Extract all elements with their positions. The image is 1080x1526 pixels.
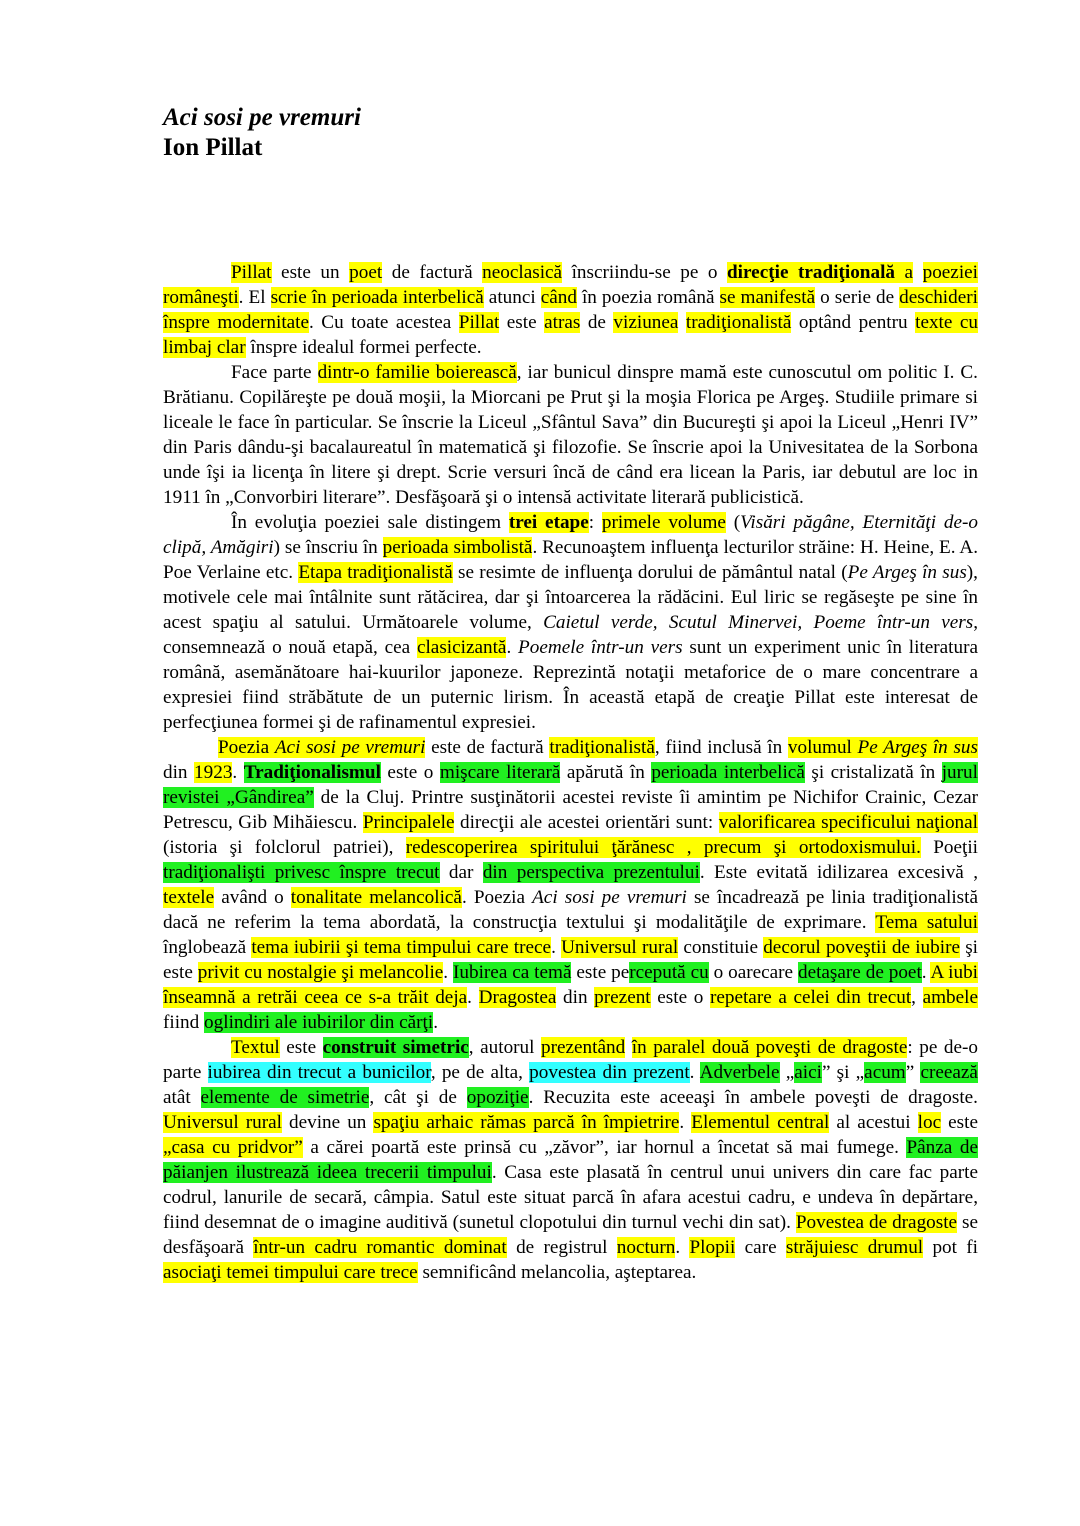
highlighted-text: prezent xyxy=(594,987,651,1008)
highlighted-text: atras xyxy=(544,312,581,333)
highlighted-text: Universul rural xyxy=(561,937,679,958)
text-run: . Cu toate acestea xyxy=(309,312,459,333)
text-run: . xyxy=(689,1062,700,1083)
text-run: apărută în xyxy=(560,762,652,783)
text-run: a cărei poartă este prinsă cu „zăvor”, iar hornul a încetat să mai fumege. xyxy=(302,1137,907,1158)
highlighted-text: Adverbele xyxy=(699,1062,780,1083)
highlighted-text: volumul xyxy=(787,737,858,758)
highlighted-text: Tema satului xyxy=(875,912,978,933)
text-run: este o xyxy=(650,987,710,1008)
highlighted-text: textele xyxy=(163,887,215,908)
highlighted-text: Poezia xyxy=(218,737,275,758)
text-run: . Poezia xyxy=(461,887,533,908)
text-run: o serie de xyxy=(815,287,900,308)
highlighted-text: tonalitate melancolică xyxy=(290,887,462,908)
text-run xyxy=(678,312,685,333)
text-run: înspre idealul formei perfecte. xyxy=(245,337,482,358)
highlighted-text: opoziţie xyxy=(466,1087,529,1108)
text-run: . xyxy=(443,962,453,983)
text-run: direcţii ale acestei orientări sunt: xyxy=(454,812,719,833)
text-run: de factură xyxy=(382,262,483,283)
text-run: având o xyxy=(214,887,291,908)
text-run: ) se înscriu în xyxy=(273,537,383,558)
highlighted-text: perioada interbelică xyxy=(651,762,805,783)
text-run: constituie xyxy=(678,937,764,958)
text-run: este o xyxy=(380,762,440,783)
highlighted-text: scrie în perioada interbelică xyxy=(270,287,484,308)
text-run: . Recuzita este aceeaşi în ambele poveşti de dragoste. xyxy=(528,1087,978,1108)
text-run: , xyxy=(911,987,923,1008)
text-run: , autorul xyxy=(468,1037,542,1058)
text-run: atunci xyxy=(483,287,541,308)
text-run: (istoria şi folclorul patriei), xyxy=(163,837,406,858)
text-run: . Recunoaştem influenţa lecturilor străine: H. Heine, E. A. Poe Verlaine etc. xyxy=(163,537,978,583)
text-run: . xyxy=(506,637,519,658)
highlighted-text: oglindiri ale iubirilor din cărţi xyxy=(204,1012,434,1033)
highlighted-text: tradiţionalistă xyxy=(549,737,655,758)
text-run: . xyxy=(232,762,244,783)
text-run: : xyxy=(588,512,602,533)
paragraph xyxy=(163,1035,978,1285)
text-run: pot fi xyxy=(923,1237,978,1258)
highlighted-text: Pillat xyxy=(231,262,272,283)
highlighted-text: direcţie tradiţională xyxy=(727,262,895,283)
text-run: atât xyxy=(163,1087,201,1108)
text-run: sunt un experiment unic în literatura română, asemănătoare hai-kuurilor japoneze. Reprezintă notaţii metaforice de o mare concentrare a expresiei fiind străbătute de un puternic lirism. În această etapă de creaţie Pillat este interesat de perfecţiunea formei şi de rafinamentul expresiei. xyxy=(163,637,979,733)
text-run: se resimte de influenţa dorului de pământul natal ( xyxy=(452,562,848,583)
highlighted-text: rcepută cu xyxy=(629,962,709,983)
highlighted-text: Iubirea ca temă xyxy=(453,962,572,983)
text-run: este un xyxy=(271,262,350,283)
text-run: ), motivele cele mai întâlnite sunt rătăcirea, dar şi întoarcerea la rădăcini. Eul liric se regăseşte pe sine în acest spaţiu al satului. Următoarele volume, xyxy=(163,562,978,633)
highlighted-text: primele volume xyxy=(601,512,726,533)
highlighted-text: spaţiu arhaic rămas parcă în împietrire xyxy=(373,1112,680,1133)
highlighted-text: poeziei româneşti xyxy=(163,262,978,308)
highlighted-text: în paralel două poveşti de dragoste xyxy=(631,1037,908,1058)
text-run: . xyxy=(679,1112,692,1133)
highlighted-text: privit cu nostalgie şi melancolie xyxy=(197,962,444,983)
text-run: de xyxy=(580,312,614,333)
highlighted-text: perioada simbolistă xyxy=(382,537,533,558)
text-run: în poezia română xyxy=(576,287,720,308)
text-run: . xyxy=(433,1012,438,1033)
text-run: al acestui xyxy=(829,1112,918,1133)
text-run: Visări păgâne, Eternităţi de-o clipă, Amăgiri xyxy=(163,512,978,558)
highlighted-text: aici xyxy=(794,1062,822,1083)
text-run: este pe xyxy=(571,962,630,983)
highlighted-text: deschideri înspre modernitate xyxy=(163,287,978,333)
highlighted-text: dintr-o familie boierească xyxy=(317,362,517,383)
poem-title: Aci sosi pe vremuri xyxy=(163,104,361,131)
highlighted-text: jurul revistei „Gândirea” xyxy=(163,762,978,808)
text-run: din xyxy=(163,762,195,783)
highlighted-text: texte cu limbaj clar xyxy=(163,312,978,358)
highlighted-text: Principalele xyxy=(362,812,455,833)
highlighted-text: a xyxy=(895,262,914,283)
text-run: , iar bunicul dinspre mamă este cunoscutul om politic I. C. Brătianu. Copilăreşte pe două moşii, la Miorcani pe Prut şi la moşia Florica pe Argeş. Studiile primare si liceale le face în particular. Se înscrie la Liceul „Sfântul Sava” din Bucureşti şi apoi la Liceul „Henri IV” din Paris dându-şi bacalaureatul în matematică şi filozofie. Se înscrie apoi la Univesitatea de la Sorbona unde îşi ia licenţa în litere şi drept. Scrie versuri încă de când era licean la Paris, iar debutul are loc in 1911 în „Convorbiri literare”. Desfăşoară şi o intensă activitate literară publicistică. xyxy=(163,362,978,508)
text-run: şi cristalizată în xyxy=(804,762,942,783)
paragraph xyxy=(163,260,978,360)
text-run: . xyxy=(675,1237,690,1258)
text-run: . El xyxy=(238,287,271,308)
highlighted-text: Plopii xyxy=(689,1237,736,1258)
paragraph xyxy=(163,360,978,510)
text-run: este de factură xyxy=(425,737,550,758)
text-run: fiind xyxy=(163,1012,205,1033)
text-run: . xyxy=(921,962,931,983)
text-run: , cât şi de xyxy=(369,1087,467,1108)
text-run xyxy=(625,1037,632,1058)
author-name: Ion Pillat xyxy=(163,134,263,161)
highlighted-text: neoclasică xyxy=(482,262,563,283)
highlighted-text: prezentând xyxy=(541,1037,626,1058)
text-run xyxy=(913,262,923,283)
text-run: devine un xyxy=(281,1112,374,1133)
text-run: „ xyxy=(779,1062,795,1083)
highlighted-text: construit simetric xyxy=(322,1037,469,1058)
highlighted-text: „casa cu pridvor” xyxy=(163,1137,303,1158)
text-run: este xyxy=(941,1112,978,1133)
text-run: . xyxy=(467,987,479,1008)
text-run: Aci sosi pe vremuri xyxy=(532,887,687,908)
highlighted-text: creează xyxy=(920,1062,978,1083)
highlighted-text: Povestea de dragoste xyxy=(795,1212,958,1233)
essay-body xyxy=(163,260,978,1285)
highlighted-text: Pânza de păianjen ilustrează ideea trecerii timpului xyxy=(163,1137,978,1183)
highlighted-text: Pe Argeş în sus xyxy=(857,737,978,758)
text-run: ” xyxy=(905,1062,921,1083)
text-run: . xyxy=(551,937,562,958)
highlighted-text: detaşare de poet xyxy=(797,962,922,983)
text-run: ” şi „ xyxy=(821,1062,865,1083)
text-run: şi este xyxy=(163,937,978,983)
highlighted-text: poet xyxy=(349,262,383,283)
highlighted-text: viziunea xyxy=(613,312,679,333)
text-run: , pe de alta, xyxy=(430,1062,530,1083)
highlighted-text: iubirea din trecut a bunicilor xyxy=(207,1062,431,1083)
text-run: . Casa este plasată în centrul unui univers din care fac parte codrul, lanurile de secară, câmpia. Satul este situat parcă în afara acestui cadru, e undeva în depărtare, fiind desemnat de o imagine auditivă (sunetul clopotului din turnul vechi din sat). xyxy=(163,1162,979,1233)
highlighted-text: Pillat xyxy=(458,312,500,333)
highlighted-text: elemente de simetrie xyxy=(200,1087,370,1108)
text-run: înscriindu-se pe o xyxy=(562,262,728,283)
highlighted-text: Elementul central xyxy=(691,1112,830,1133)
text-run: optând pentru xyxy=(791,312,916,333)
highlighted-text: străjuiesc drumul xyxy=(785,1237,924,1258)
highlighted-text: Aci sosi pe vremuri xyxy=(274,737,426,758)
text-run: o oarecare xyxy=(708,962,798,983)
highlighted-text: valorificarea specificului naţional xyxy=(718,812,978,833)
highlighted-text: Textul xyxy=(231,1037,280,1058)
highlighted-text: tradiţionalistă xyxy=(685,312,792,333)
highlighted-text: mişcare literară xyxy=(439,762,561,783)
text-run: ( xyxy=(725,512,741,533)
highlighted-text: A iubi înseamnă a retrăi ceea ce s-a trăit deja xyxy=(163,962,978,1008)
text-run: Pe Argeş în sus xyxy=(847,562,967,583)
highlighted-text: se manifestă xyxy=(719,287,816,308)
highlighted-text: Universul rural xyxy=(163,1112,282,1133)
highlighted-text: Etapa tradiţionalistă xyxy=(298,562,453,583)
highlighted-text: redescoperirea spiritului ţărănesc , precum şi ortodoxismului. xyxy=(405,837,921,858)
highlighted-text: loc xyxy=(917,1112,942,1133)
text-run: se încadrează pe linia tradiţionalistă dacă ne referim la tema abordată, la construcţia textului şi modalităţile de exprimare. xyxy=(163,887,978,933)
text-run: este xyxy=(279,1037,323,1058)
highlighted-text: tema iubirii şi tema timpului care trece xyxy=(251,937,552,958)
text-run: dar xyxy=(439,862,483,883)
text-run: . Este evitată idilizarea excesivă , xyxy=(699,862,979,883)
text-run: semnificând melancolia, aşteptarea. xyxy=(417,1262,697,1283)
text-run: de registrul xyxy=(506,1237,617,1258)
highlighted-text: Tradiţionalismul xyxy=(243,762,381,783)
highlighted-text: clasicizantă xyxy=(416,637,507,658)
text-run: înglobează xyxy=(163,937,252,958)
text-run: : pe de-o parte xyxy=(163,1037,978,1083)
highlighted-text: tradiţionalişti privesc înspre trecut xyxy=(163,862,440,883)
text-run: din xyxy=(556,987,595,1008)
highlighted-text: acum xyxy=(864,1062,906,1083)
text-run: , fiind inclusă în xyxy=(654,737,788,758)
highlighted-text: povestea din prezent xyxy=(529,1062,690,1083)
text-run: Poemele într-un vers xyxy=(518,637,683,658)
highlighted-text: repetare a celei din trecut xyxy=(709,987,912,1008)
highlighted-text: din perspectiva prezentului xyxy=(482,862,700,883)
text-run: este xyxy=(499,312,545,333)
text-run: care xyxy=(735,1237,786,1258)
text-run: Poeţii xyxy=(920,837,978,858)
highlighted-text: decorul poveştii de iubire xyxy=(763,937,960,958)
highlighted-text: nocturn xyxy=(616,1237,676,1258)
highlighted-text: ambele xyxy=(922,987,978,1008)
text-run: Face parte xyxy=(231,362,318,383)
highlighted-text: Dragostea xyxy=(478,987,557,1008)
highlighted-text: trei etape xyxy=(508,512,589,533)
highlighted-text: asociaţi temei timpului care trece xyxy=(163,1262,418,1283)
text-run: se desfăşoară xyxy=(163,1212,979,1258)
highlighted-text: când xyxy=(540,287,577,308)
paragraph xyxy=(163,735,978,1035)
highlighted-text: 1923 xyxy=(194,762,233,783)
paragraph xyxy=(163,510,978,735)
text-run: Caietul verde, Scutul Minervei, Poeme într-un vers xyxy=(543,612,974,633)
highlighted-text: într-un cadru romantic dominat xyxy=(253,1237,507,1258)
text-run: de la Cluj. Printre susţinătorii acestei reviste îi amintim pe Nichifor Crainic, Cezar Petrescu, Gib Mihăiescu. xyxy=(163,787,978,833)
text-run: În evoluţia poeziei sale distingem xyxy=(231,512,509,533)
text-run: , consemnează o nouă etapă, cea xyxy=(163,612,978,658)
title-block xyxy=(163,103,361,163)
